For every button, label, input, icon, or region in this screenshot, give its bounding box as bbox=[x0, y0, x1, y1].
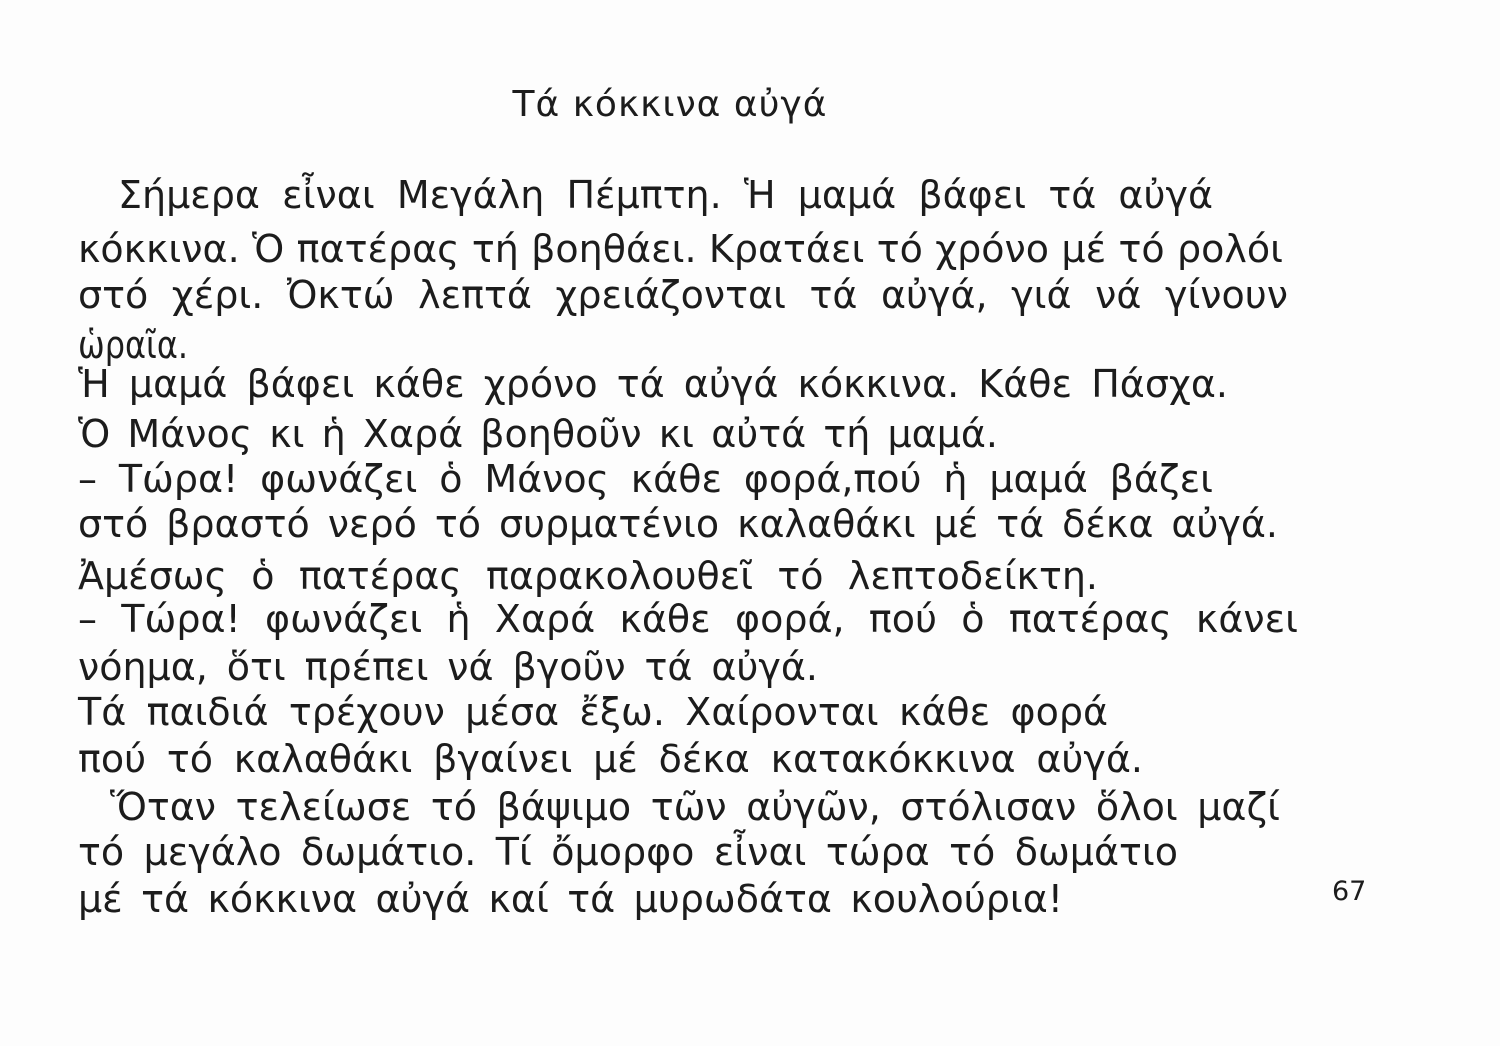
text-line: μέ τά κόκκινα αὐγά καί τά μυρωδάτα κουλούρια! bbox=[78, 877, 1063, 921]
page-title: Τά κόκκινα αὐγά bbox=[512, 84, 828, 125]
page-number: 67 bbox=[1332, 876, 1367, 907]
text-line: Σήμερα εἶναι Μεγάλη Πέμπτη. Ἡ μαμά βάφει τά αὐγά bbox=[118, 173, 1213, 217]
text-line: Τά παιδιά τρέχουν μέσα ἔξω. Χαίρονται κάθε φορά bbox=[78, 690, 1108, 734]
text-line: Ἀμέσως ὁ πατέρας παρακολουθεῖ τό λεπτοδείκτη. bbox=[78, 554, 1098, 598]
text-line: στό χέρι. Ὀκτώ λεπτά χρειάζονται τά αὐγά, γιά νά γίνουν bbox=[78, 273, 1288, 317]
text-line: – Τώρα! φωνάζει ὁ Μάνος κάθε φορά,πού ἡ μαμά βάζει bbox=[78, 457, 1213, 501]
text-line: στό βραστό νερό τό συρματένιο καλαθάκι μέ τά δέκα αὐγά. bbox=[78, 502, 1278, 546]
text-line: νόημα, ὅτι πρέπει νά βγοῦν τά αὐγά. bbox=[78, 645, 818, 689]
text-line: κόκκινα. Ὁ πατέρας τή βοηθάει. Κρατάει τό χρόνο μέ τό ρολόι bbox=[78, 227, 1283, 271]
text-line: ὡραῖα. bbox=[78, 323, 188, 367]
text-line: πού τό καλαθάκι βγαίνει μέ δέκα κατακόκκινα αὐγά. bbox=[78, 737, 1143, 781]
text-line: τό μεγάλο δωμάτιο. Τί ὄμορφο εἶναι τώρα τό δωμάτιο bbox=[78, 830, 1178, 874]
text-line: Ἡ μαμά βάφει κάθε χρόνο τά αὐγά κόκκινα. Κάθε Πάσχα. bbox=[78, 362, 1228, 406]
text-line: Ὅταν τελείωσε τό βάψιμο τῶν αὐγῶν, στόλισαν ὅλοι μαζί bbox=[110, 785, 1280, 829]
text-line: – Τώρα! φωνάζει ἡ Χαρά κάθε φορά, πού ὁ πατέρας κάνει bbox=[78, 597, 1298, 641]
text-line: Ὁ Μάνος κι ἡ Χαρά βοηθοῦν κι αὐτά τή μαμά. bbox=[78, 412, 998, 456]
